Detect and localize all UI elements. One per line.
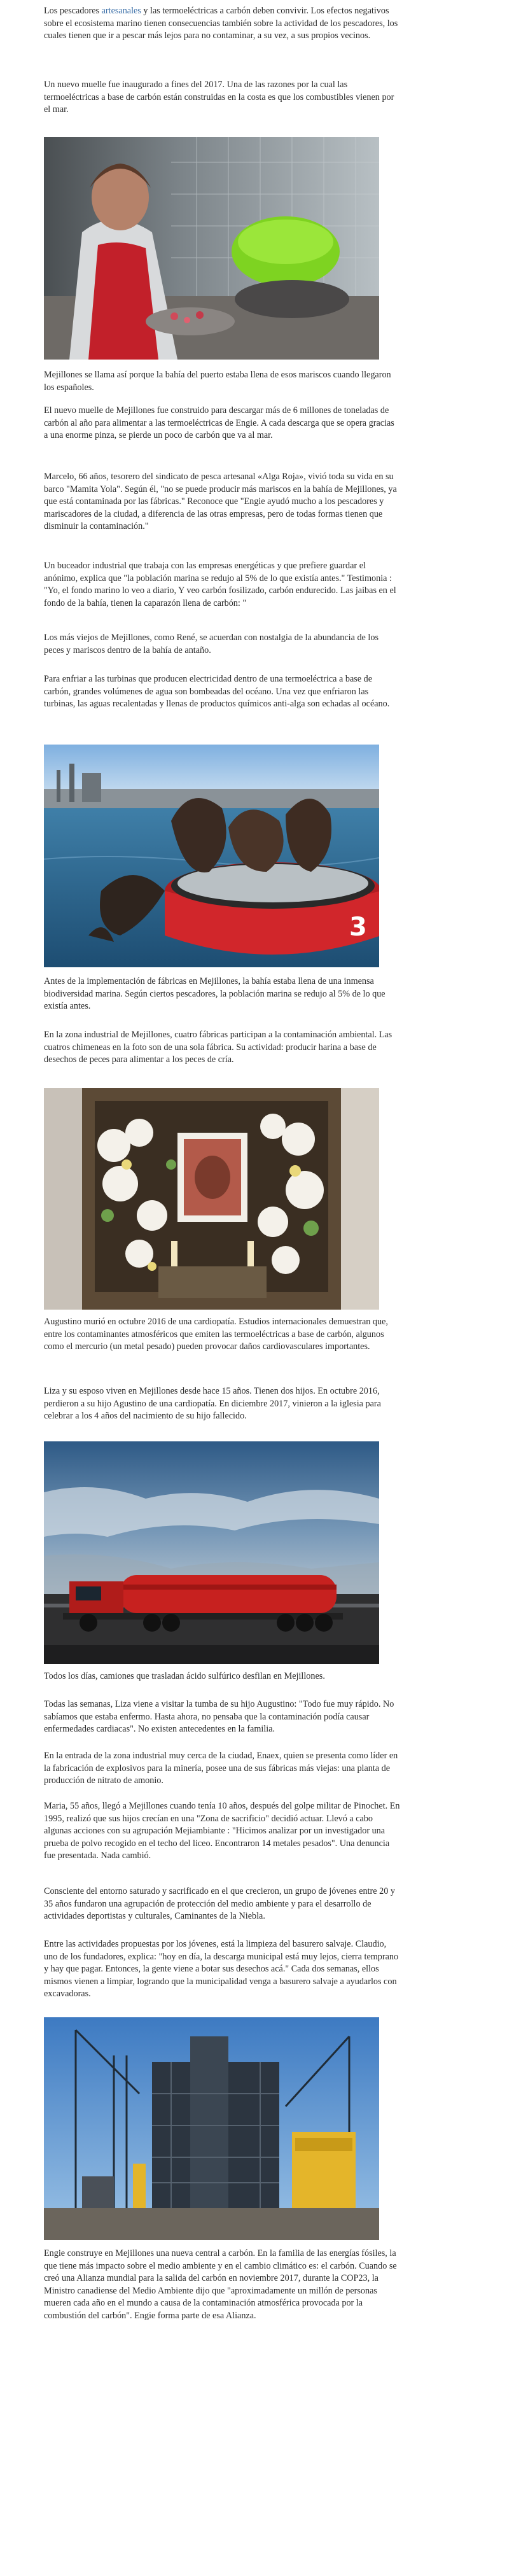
paragraph-liza: Liza y su esposo viven en Mejillones desde hace 15 años. Tienen dos hijos. En octubre 2016, perdieron a su hijo Agustino de una cardiopatía. En diciembre 2017, vinieron a la iglesia para celebrar a los 4 años del nacimiento de su hijo fallecido. xyxy=(44,1386,381,1421)
caption-camiones: Todos los días, camiones que trasladan ácido sulfúrico desfilan en Mejillones. xyxy=(44,1671,325,1681)
memorial-altar-photo xyxy=(44,1088,379,1310)
paragraph-muelle: Un nuevo muelle fue inaugurado a fines del 2017. Una de las razones por la cual las termoeléctricas a base de carbón están construidas en la costa es que los combustibles vienen por el mar. xyxy=(44,80,394,115)
power-plant-photo xyxy=(44,2017,379,2240)
paragraph-zona-industrial: En la zona industrial de Mejillones, cuatro fábricas participan a la contaminación ambiental. Las cuatros chimeneas en la foto son de una sola fábrica. Su actividad: producir harina a base de desechos de peces para alimentar a los peces de cría. xyxy=(44,1030,392,1065)
paragraph-caminantes: Consciente del entorno saturado y sacrificado en el que crecieron, un grupo de jóvenes entre 20 y 35 años fundaron una agrupación de protección del medio ambiente y para el desarrollo de actividades deportistas y culturales, Caminantes de la Niebla. xyxy=(44,1886,395,1921)
buoy-number: 3 xyxy=(349,913,367,942)
paragraph-nuevo-muelle: El nuevo muelle de Mejillones fue construido para descargar más de 6 millones de toneladas de carbón al año para alimentar a las termoeléctricas de Engie. A cada descarga que se opera gracias a una enorme pinza, se pierde un poco de carbón que va al mar. xyxy=(44,405,394,440)
caption-engie: Engie construye en Mejillones una nueva central a carbón. En la familia de las energías fósiles, la que tiene más impacto sobre el medio ambiente y en el cambio climático es: el carbón. Cuando se creó una Alianza mundial para la salida del carbón en noviembre 2017, durante la COP23, la Ministro canadiense del Medio Ambiente dijo que "aproximadamente un millón de personas mueren cada año en el mundo a causa de la contaminación atmosférica provocada por la combustión del carbón". Engie forma parte de esa Alianza. xyxy=(44,2248,397,2321)
paragraph-marcelo: Marcelo, 66 años, tesorero del sindicato de pesca artesanal «Alga Roja», vivió toda su vida en su barco "Mamita Yola". Según él, "no se puede producir más mariscos en la bahía de Mejillones, ya que está contaminada por las fábricas." Reconoce que "Engie ayudó mucho a los pescadores y mariscadores de la ciudad, a diferencia de las otras empresas, pero de todas formas tienen que disminuir la contaminación." xyxy=(44,472,397,531)
caption-biodiversidad: Antes de la implementación de fábricas en Mejillones, la bahía estaba llena de una inmensa biodiversidad marina. Según ciertos pescadores, la población marina se redujo al 5% de lo que existía antes. xyxy=(44,976,385,1011)
acid-truck-photo xyxy=(44,1441,379,1664)
paragraph-enaex: En la entrada de la zona industrial muy cerca de la ciudad, Enaex, quien se presenta como líder en la fabricación de explosivos para la minería, posee una de sus fábricas más viejas: una planta de producción de nitrato de amonio. xyxy=(44,1751,398,1786)
paragraph-maria: Maria, 55 años, llegó a Mejillones cuando tenía 10 años, después del golpe militar de Pinochet. En 1995, realizó que sus hijos crecían en una "Zona de sacrificio" decidió actuar. Llevó a cabo algunas acciones con su agrupación Mejiambiante : "Hicimos analizar por un investigador una prueba de polvo recogido en el techo del liceo. Encontraron 14 metales pesados". Una denuncia fue presentada. Nada cambió. xyxy=(44,1801,400,1861)
paragraph-rene: Los más viejos de Mejillones, como René, se acuerdan con nostalgia de la abundancia de los peces y mariscos dentro de la bahía de antaño. xyxy=(44,633,379,655)
paragraph-buceador: Un buceador industrial que trabaja con las empresas energéticas y que prefiere guardar el anónimo, explica que "la población marina se redujo al 5% de lo que existía antes." Testimonia : "Yo, el fondo marino lo veo a diario, Y veo carbón fosilizado, carbón endurecido. Las jaibas en el fondo de la bahía, tienen la caparazón llena de carbón: " xyxy=(44,561,396,608)
paragraph-tumba: Todas las semanas, Liza viene a visitar la tumba de su hijo Augustino: "Todo fue muy rápido. No sabíamos que estaba enfermo. Hasta ahora, no pensaba que la contaminación podía causar enfermedades cardiacas". No existen antecedentes en la familia. xyxy=(44,1699,394,1734)
paragraph-turbinas: Para enfriar a las turbinas que producen electricidad dentro de una termoeléctrica a base de carbón, grandes volúmenes de agua son bombeadas del océano. Una vez que enfriaron las turbinas, las aguas recalentadas y llenas de productos químicos anti-alga son echadas al océano. xyxy=(44,674,390,709)
sea-lions-buoy-photo xyxy=(44,745,379,967)
paragraph-basurero: Entre las actividades propuestas por los jóvenes, está la limpieza del basurero salvaje. Claudio, uno de los fundadores, explica: "hoy en día, la descarga municipal está muy lejos, cierra temprano y hay que pagar. Entonces, la gente viene a botar sus desechos acá." Cada dos semanas, ellos mismos vienen a limpiar, logrando que la municipalidad venga a basurero salvaje a ayudarlos con excavadoras. xyxy=(44,1939,399,1999)
woman-cooking-photo xyxy=(44,137,379,360)
caption-mejillones: Mejillones se llama así porque la bahía del puerto estaba llena de esos mariscos cuando llegaron los españoles. xyxy=(44,370,391,393)
caption-augustino: Augustino murió en octubre 2016 de una cardiopatía. Estudios internacionales demuestran que, entre los contaminantes atmosféricos que emiten las termoeléctricas a base de carbón, algunos como el mercurio (un metal pesado) pueden provocar daños cardiovasculares importantes. xyxy=(44,1317,388,1352)
intro-paragraph: Los pescadores artesanales y las termoeléctricas a carbón deben convivir. Los efectos negativos sobre el ecosistema marino tienen consecuencias también sobre la actividad de los pescadores, los cuales tienen que ir a pescar más lejos para no contaminar, a su vez, a sus propios vecinos. xyxy=(44,6,398,41)
artesanales-link[interactable]: artesanales xyxy=(101,6,141,16)
